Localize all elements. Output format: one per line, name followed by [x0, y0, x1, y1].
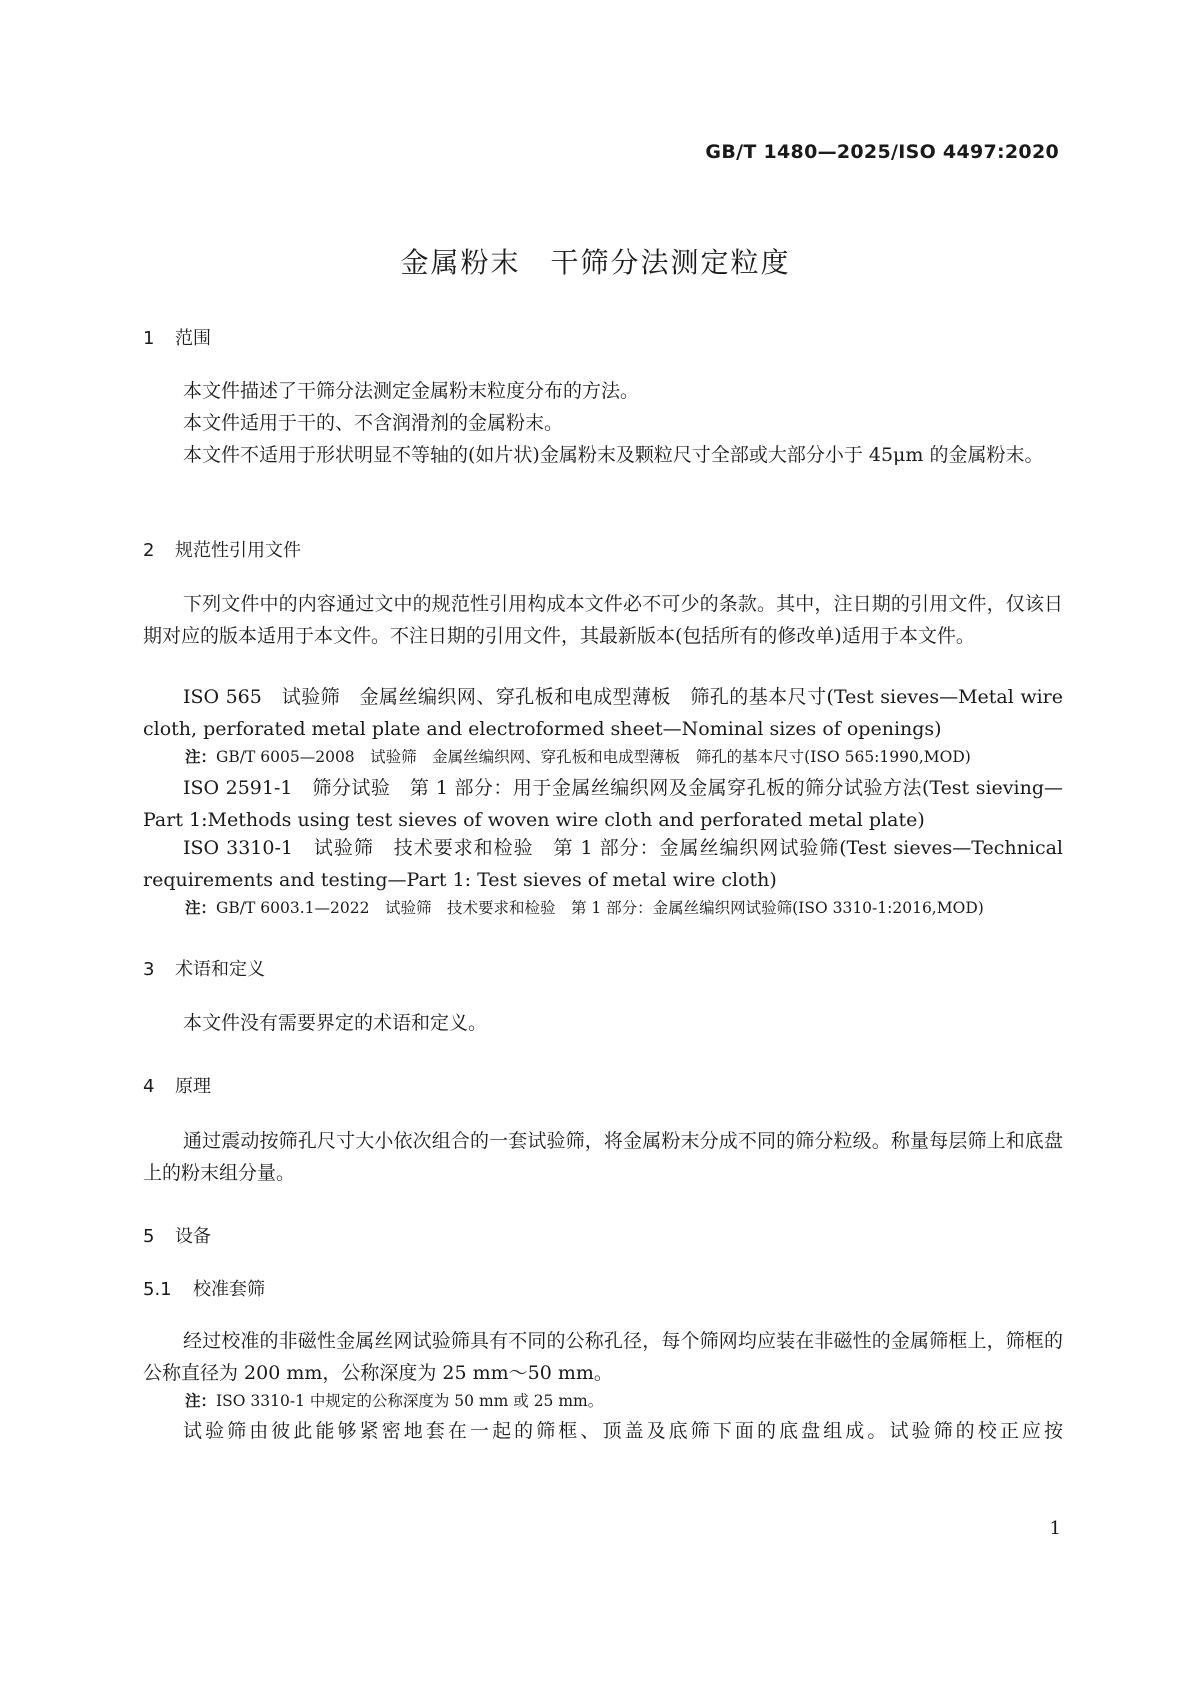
- section-title: 术语和定义: [175, 959, 265, 980]
- note-label: 注：: [185, 748, 217, 766]
- paragraph: 本文件没有需要界定的术语和定义。: [183, 1012, 488, 1034]
- reference-entry: ISO 2591-1 筛分试验 第 1 部分：用于金属丝编织网及金属穿孔板的筛分试验方法(Test sieving—Part 1:Methods using test sieves of woven wire cloth and perforated metal plate): [143, 777, 1063, 831]
- note-label: 注：: [185, 1392, 217, 1410]
- section-number: 3: [143, 959, 155, 980]
- section-2-heading: [143, 536, 301, 562]
- document-title: 金属粉末 干筛分法测定粒度: [400, 246, 791, 279]
- note: [185, 745, 1065, 767]
- section-title: 设备: [175, 1226, 211, 1247]
- subsection-number: 5.1: [143, 1279, 172, 1300]
- section-number: 1: [143, 328, 155, 349]
- subsection-5-1-heading: [143, 1275, 265, 1301]
- subsection-title: 校准套筛: [193, 1279, 265, 1300]
- reference-entry: ISO 3310-1 试验筛 技术要求和检验 第 1 部分：金属丝编织网试验筛(Test sieves—Technical requirements and testing—Part 1: Test sieves of metal wire cloth): [143, 837, 1063, 891]
- paragraph: 本文件适用于干的、不含润滑剂的金属粉末。: [183, 412, 564, 434]
- paragraph: 本文件不适用于形状明显不等轴的(如片状)金属粉末及颗粒尺寸全部或大部分小于 45μm 的金属粉末。: [183, 444, 1044, 466]
- paragraph: 下列文件中的内容通过文中的规范性引用构成本文件必不可少的条款。其中，注日期的引用文件，仅该日期对应的版本适用于本文件。不注日期的引用文件，其最新版本(包括所有的修改单)适用于本文件。: [143, 593, 1063, 647]
- note: [185, 1389, 1065, 1411]
- standard-code: GB/T 1480—2025/ISO 4497:2020: [705, 141, 1059, 163]
- section-number: 2: [143, 540, 155, 561]
- note: [185, 896, 1065, 918]
- section-3-heading: [143, 955, 265, 981]
- paragraph: 试验筛由彼此能够紧密地套在一起的筛框、顶盖及底筛下面的底盘组成。试验筛的校正应按: [183, 1420, 1063, 1442]
- paragraph: 经过校准的非磁性金属丝网试验筛具有不同的公称孔径，每个筛网均应装在非磁性的金属筛框上，筛框的公称直径为 200 mm，公称深度为 25 mm～50 mm。: [143, 1330, 1063, 1384]
- note-text: ISO 3310-1 中规定的公称深度为 50 mm 或 25 mm。: [216, 1392, 604, 1410]
- note-text: GB/T 6003.1—2022 试验筛 技术要求和检验 第 1 部分：金属丝编织网试验筛(ISO 3310-1:2016,MOD): [216, 899, 984, 917]
- reference-entry: ISO 565 试验筛 金属丝编织网、穿孔板和电成型薄板 筛孔的基本尺寸(Test sieves—Metal wire cloth, perforated metal plate and electroformed sheet—Nominal sizes of openings): [143, 686, 1063, 740]
- section-title: 原理: [175, 1076, 211, 1097]
- section-number: 4: [143, 1076, 155, 1097]
- section-number: 5: [143, 1226, 155, 1247]
- section-title: 范围: [175, 328, 211, 349]
- note-label: 注：: [185, 899, 217, 917]
- section-1-heading: [143, 324, 211, 350]
- section-5-heading: [143, 1222, 211, 1248]
- note-text: GB/T 6005—2008 试验筛 金属丝编织网、穿孔板和电成型薄板 筛孔的基本尺寸(ISO 565:1990,MOD): [216, 748, 971, 766]
- paragraph: 本文件描述了干筛分法测定金属粉末粒度分布的方法。: [183, 380, 640, 402]
- section-4-heading: [143, 1072, 211, 1098]
- section-title: 规范性引用文件: [175, 540, 301, 561]
- paragraph: 通过震动按筛孔尺寸大小依次组合的一套试验筛，将金属粉末分成不同的筛分粒级。称量每层筛上和底盘上的粉末组分量。: [143, 1130, 1063, 1184]
- page-number: 1: [1049, 1518, 1061, 1539]
